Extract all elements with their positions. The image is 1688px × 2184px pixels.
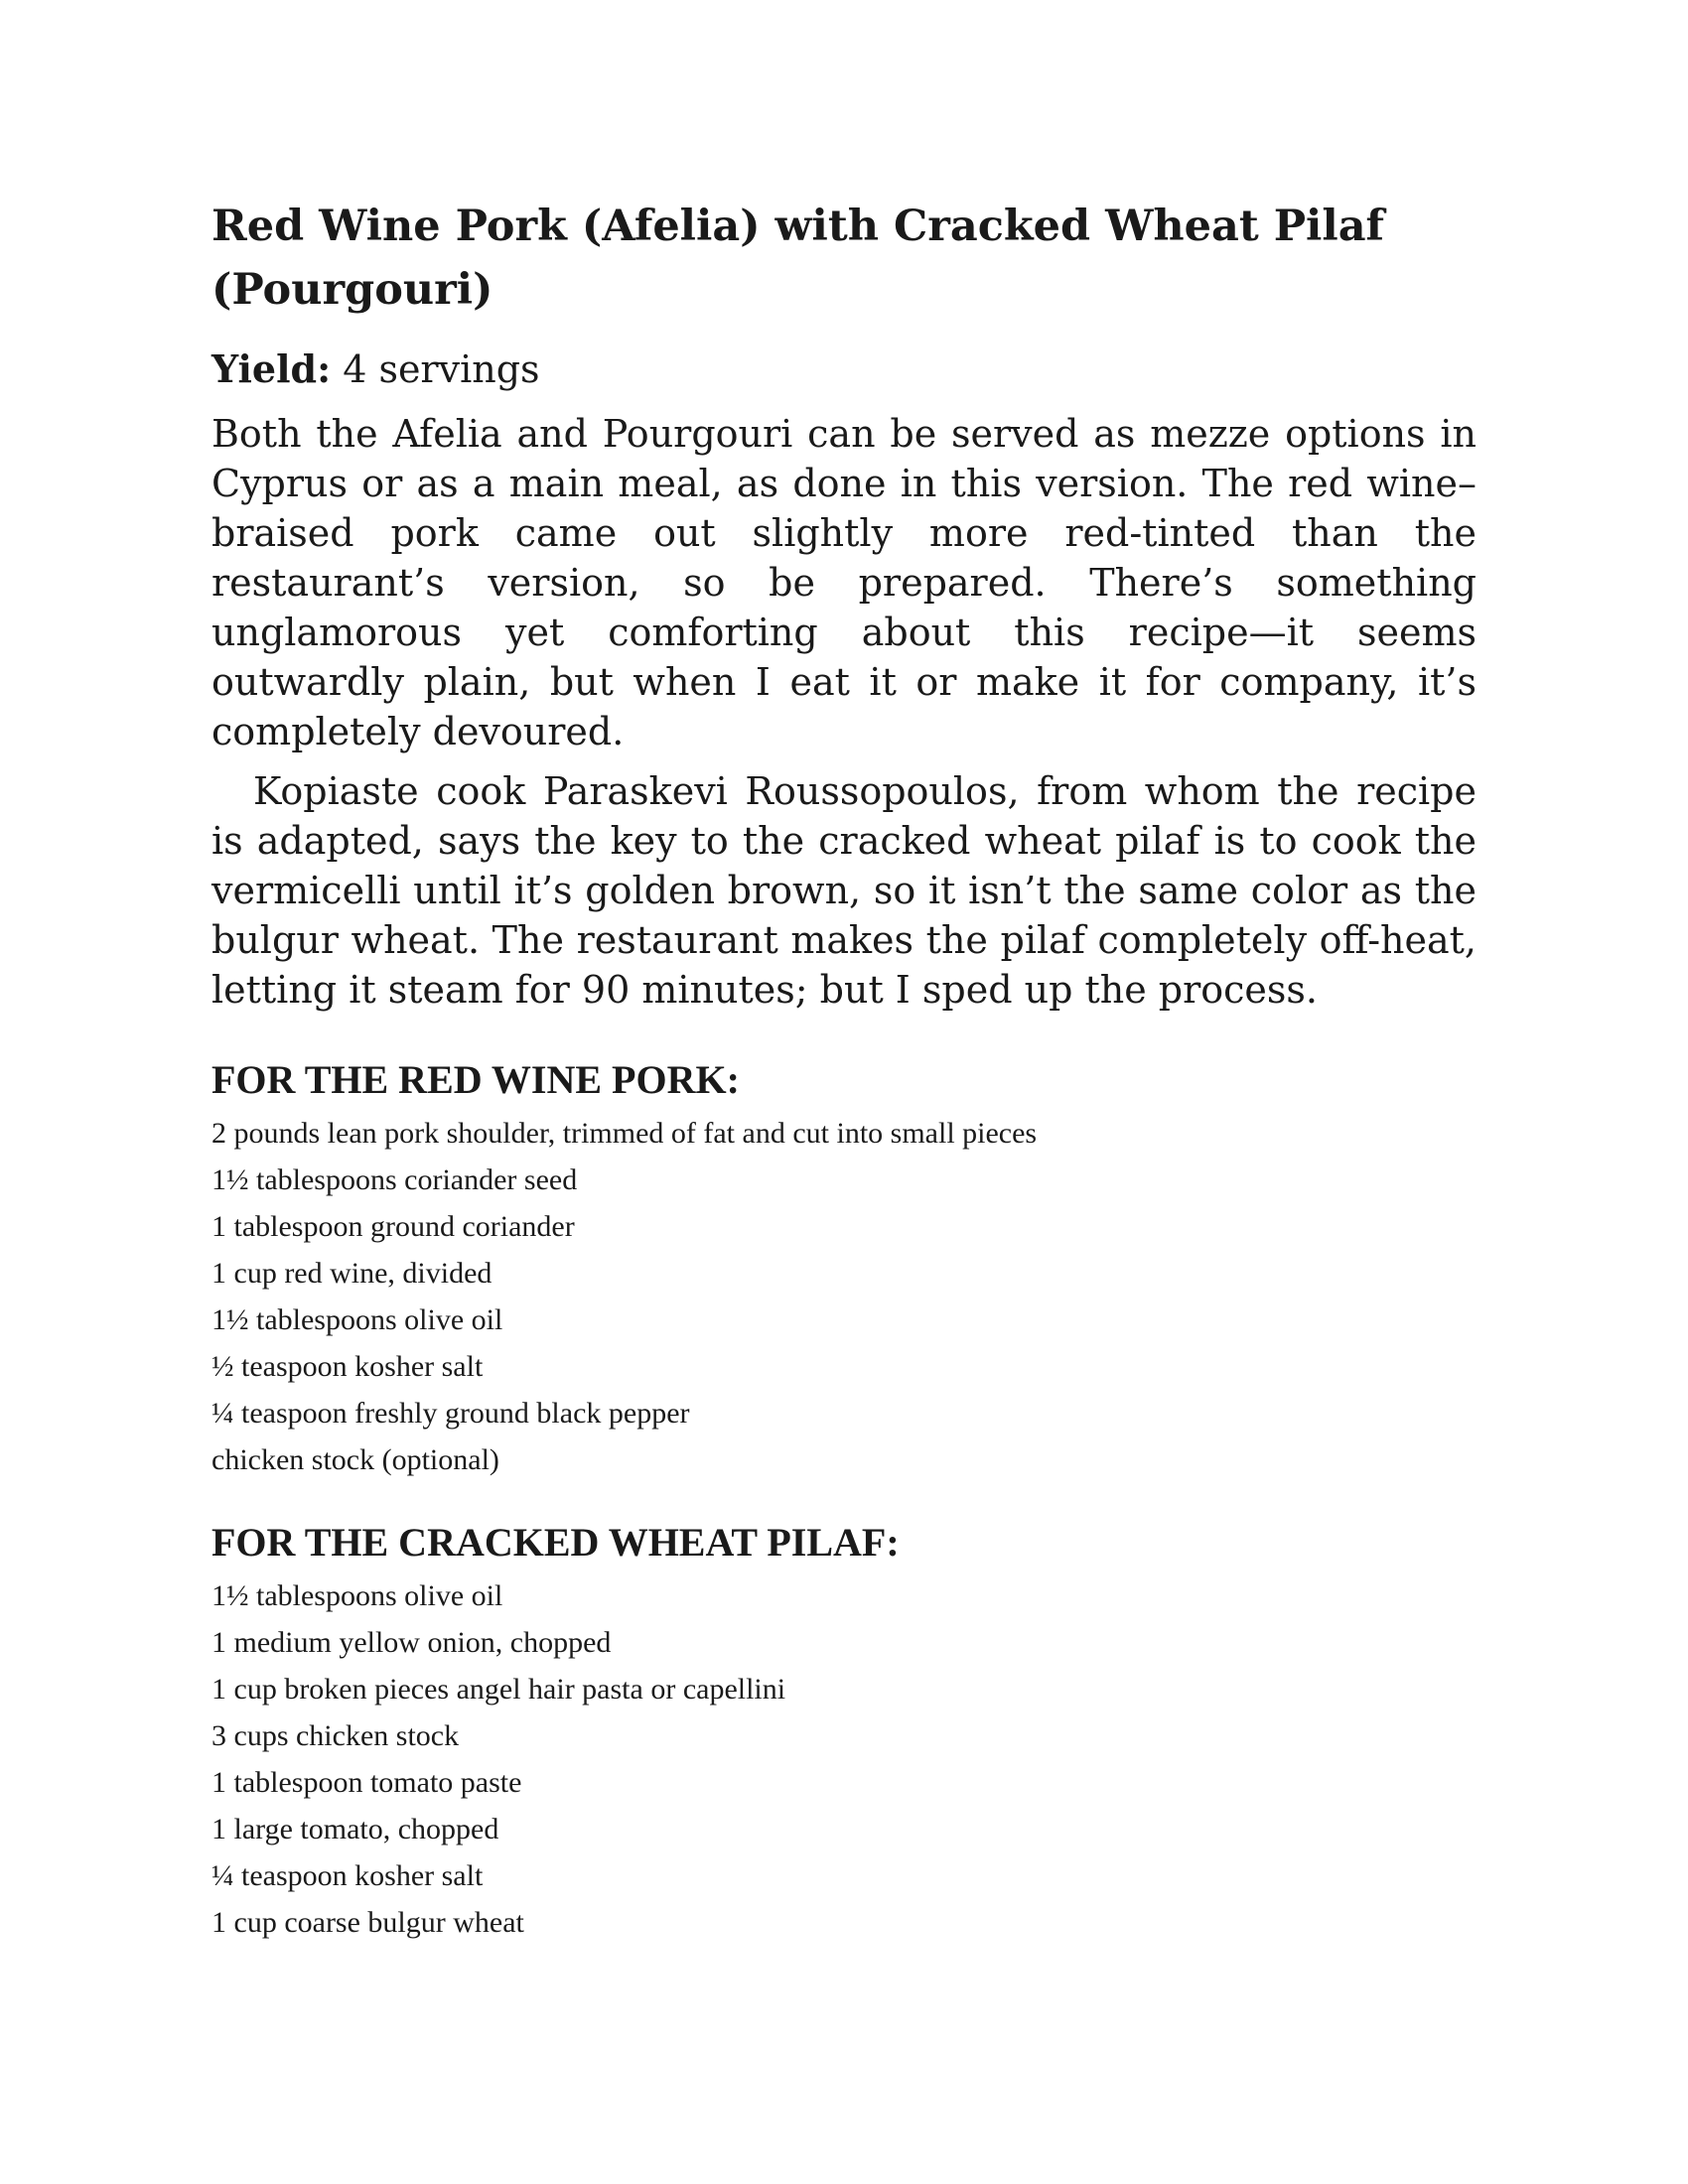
ingredient-item: 1 large tomato, chopped — [211, 1813, 499, 1845]
ingredient-item: 1 medium yellow onion, chopped — [211, 1626, 612, 1659]
ingredient-item: 1½ tablespoons olive oil — [211, 1303, 503, 1336]
ingredient-list-red-wine-pork — [211, 1110, 1477, 1483]
ingredient-item: 1 cup broken pieces angel hair pasta or capellini — [211, 1673, 786, 1706]
ingredient-item: 1 tablespoon ground coriander — [211, 1210, 575, 1243]
recipe-page — [211, 195, 1477, 1946]
ingredient-item: 1 tablespoon tomato paste — [211, 1766, 522, 1799]
intro-paragraph: Kopiaste cook Paraskevi Roussopoulos, from whom the recipe is adapted, says the key to the cracked wheat pilaf is to cook the vermicelli until it’s golden brown, so it isn’t the same color as the bulgur wheat. The restaurant makes the pilaf completely off-heat, letting it steam for 90 minutes; but I sped up the process. — [211, 769, 1477, 1012]
ingredient-item: 3 cups chicken stock — [211, 1719, 460, 1752]
yield-value: 4 servings — [331, 347, 540, 391]
ingredient-list-cracked-wheat-pilaf — [211, 1572, 1477, 1946]
ingredient-item: 1 cup red wine, divided — [211, 1257, 492, 1290]
section-heading-cracked-wheat-pilaf: FOR THE CRACKED WHEAT PILAF: — [211, 1520, 900, 1565]
ingredient-item: 1½ tablespoons coriander seed — [211, 1163, 578, 1196]
ingredient-item: ¼ teaspoon freshly ground black pepper — [211, 1397, 690, 1430]
section-heading-red-wine-pork: FOR THE RED WINE PORK: — [211, 1057, 740, 1102]
yield-label: Yield: — [211, 346, 332, 391]
ingredient-item: chicken stock (optional) — [211, 1443, 499, 1476]
ingredient-item: ½ teaspoon kosher salt — [211, 1350, 484, 1383]
ingredient-item: 1 cup coarse bulgur wheat — [211, 1906, 524, 1939]
intro-paragraph: Both the Afelia and Pourgouri can be served as mezze options in Cyprus or as a main meal, as done in this version. The red wine–braised pork came out slightly more red-tinted than the restaurant’s version, so be prepared. There’s something unglamorous yet comforting about this recipe—it seems outwardly plain, but when I eat it or make it for company, it’s completely devoured. — [211, 412, 1477, 753]
recipe-title: Red Wine Pork (Afelia) with Cracked Wheat Pilaf (Pourgouri) — [211, 202, 1385, 315]
ingredient-item: 2 pounds lean pork shoulder, trimmed of fat and cut into small pieces — [211, 1117, 1038, 1150]
yield-line — [211, 343, 1477, 395]
ingredient-item: 1½ tablespoons olive oil — [211, 1579, 503, 1612]
ingredient-item: ¼ teaspoon kosher salt — [211, 1859, 484, 1892]
